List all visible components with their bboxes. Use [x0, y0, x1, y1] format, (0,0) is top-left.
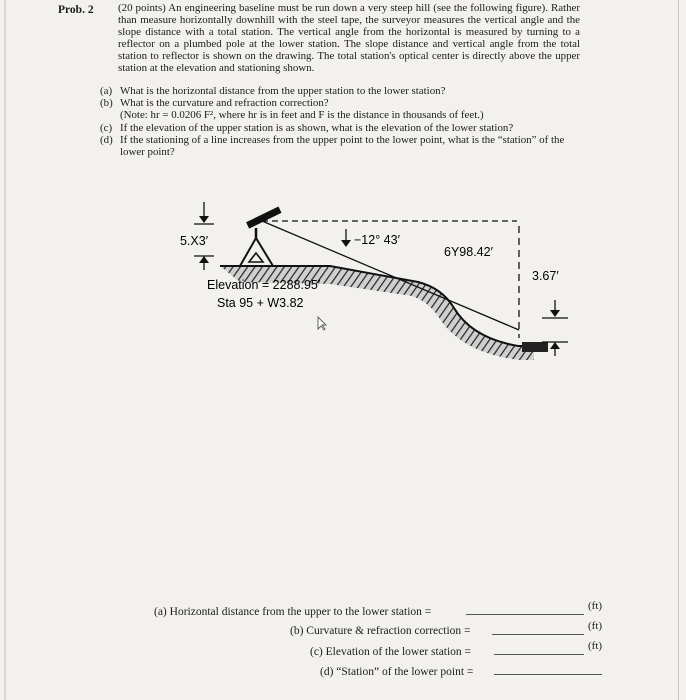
answer-d-line — [494, 674, 602, 675]
mouse-cursor-icon — [318, 317, 326, 330]
page-edge-left — [4, 0, 6, 700]
question-b-text: What is the curvature and refraction correction? — [120, 97, 329, 109]
answer-d-label: (d) “Station” of the lower point = — [320, 666, 474, 678]
answer-c-line — [494, 654, 584, 655]
slope-distance-label: 6Y98.42′ — [444, 245, 493, 259]
answer-b-line — [492, 634, 584, 635]
instrument-height-label: 5.X3′ — [180, 234, 209, 248]
answer-a-label: (a) Horizontal distance from the upper to the lower station = — [154, 606, 432, 618]
page-edge-right — [678, 0, 679, 700]
baseline-figure — [150, 196, 590, 366]
answer-a-line — [466, 614, 584, 615]
station-label: Sta 95 + W3.82 — [217, 296, 304, 310]
total-station-icon — [240, 207, 281, 266]
reflector-height-label: 3.67′ — [532, 269, 559, 283]
answer-b-unit: (ft) — [588, 620, 603, 632]
problem-label: Prob. 2 — [58, 4, 94, 16]
question-b-label: (b) — [100, 97, 113, 109]
question-c-text: If the elevation of the upper station is as shown, what is the elevation of the lower station? — [120, 122, 514, 134]
answer-b-label: (b) Curvature & refraction correction = — [290, 625, 471, 637]
vertical-angle-label: −12° 43′ — [354, 233, 400, 247]
question-d-text: If the stationing of a line increases from the upper point to the lower point, what is the “station” of the lower point? — [120, 134, 565, 158]
answer-c-unit: (ft) — [588, 640, 603, 652]
question-d-label: (d) — [100, 134, 113, 146]
problem-statement: (20 points) An engineering baseline must be run down a very steep hill (see the following figure). Rather than measure horizontally downhill with the steel tape, the surveyor measures the vertical angle and the slope distance with a total station. The vertical angle from the horizontal is measured by turning to a reflector on a plumbed pole at the lower station. The slope distance and vertical angle from the total station to reflector is shown on the drawing. The total station's optical center is directly above the upper station at the elevation and stationing shown. — [118, 2, 580, 74]
question-b-note-text: (Note: hr = 0.0206 F², where hr is in feet and F is the distance in thousands of feet.) — [120, 109, 484, 121]
answer-a-unit: (ft) — [588, 600, 603, 612]
answer-c-label: (c) Elevation of the lower station = — [310, 646, 472, 658]
question-c-label: (c) — [100, 122, 113, 134]
vertical-angle-marker — [341, 229, 351, 247]
elevation-label: Elevation = 2288.95′ — [207, 278, 321, 292]
question-a-label: (a) — [100, 85, 113, 97]
question-a-text: What is the horizontal distance from the upper station to the lower station? — [120, 85, 446, 97]
